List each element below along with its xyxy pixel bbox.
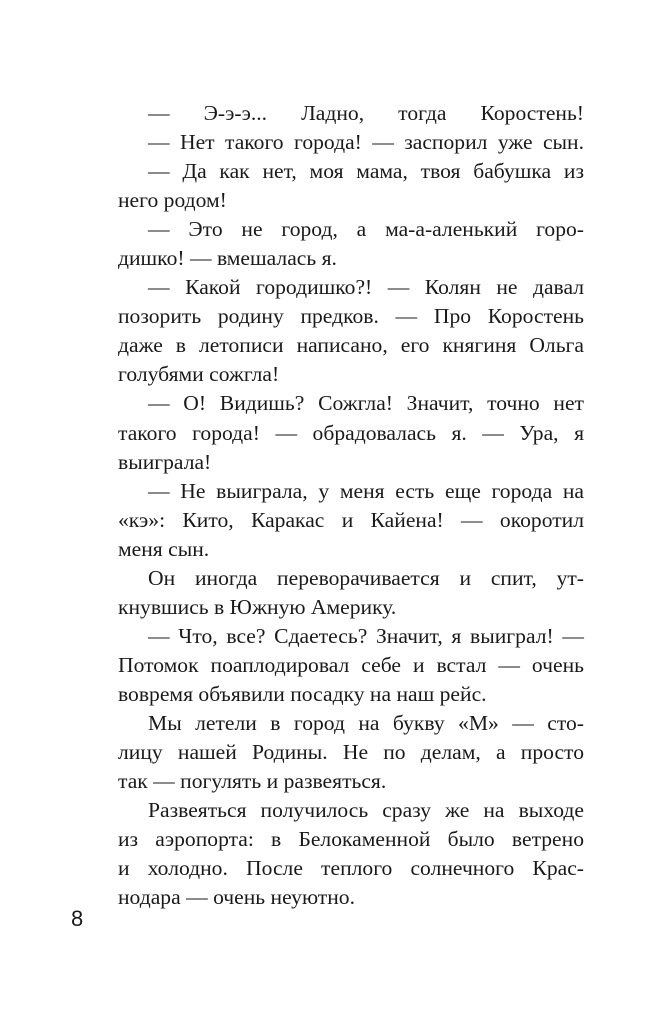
text-line: лицу нашей Родины. Не по делам, а просто bbox=[118, 740, 584, 765]
text-line: нодара — очень неуютно. bbox=[118, 885, 355, 910]
text-line: «кэ»: Кито, Каракас и Кайена! — окоротил bbox=[118, 507, 584, 532]
text-line: даже в летописи написано, его княгиня Ольга bbox=[118, 333, 584, 358]
text-line: него родом! bbox=[118, 188, 227, 213]
text-line: — Какой городишко?! — Колян не давал bbox=[148, 275, 584, 300]
text-line: — О! Видишь? Сожгла! Значит, точно нет bbox=[148, 391, 584, 416]
page-number: 8 bbox=[71, 906, 84, 931]
text-line: кнувшись в Южную Америку. bbox=[118, 594, 397, 619]
text-line: вовремя объявили посадку на наш рейс. bbox=[118, 681, 487, 706]
text-line: такого города! — обрадовалась я. — Ура, я bbox=[118, 420, 584, 445]
text-line: из аэропорта: в Белокаменной было ветрено bbox=[118, 827, 584, 852]
text-line: голубями сожгла! bbox=[118, 362, 280, 387]
text-line: Он иногда переворачивается и спит, ут- bbox=[148, 565, 584, 590]
text-line: Потомок поаплодировал себе и встал — очень bbox=[118, 652, 584, 677]
text-line: — Что, все? Сдаетесь? Значит, я выиграл! — bbox=[148, 623, 584, 648]
text-line: меня сын. bbox=[118, 536, 210, 561]
text-line: — Это не город, а ма-а-аленький горо- bbox=[148, 217, 584, 242]
text-line: — Не выиграла, у меня есть еще города на bbox=[148, 478, 584, 503]
text-line: — Нет такого города! — заспорил уже сын. bbox=[148, 130, 584, 155]
text-line: Развеяться получилось сразу же на выходе bbox=[148, 798, 584, 823]
text-line: Мы летели в город на букву «М» — сто- bbox=[148, 710, 584, 735]
text-line: так — погулять и развеяться. bbox=[118, 769, 387, 794]
text-line: дишко! — вмешалась я. bbox=[118, 246, 337, 271]
body-text bbox=[118, 99, 584, 912]
text-line: — Да как нет, моя мама, твоя бабушка из bbox=[148, 159, 584, 184]
text-line: — Э-э-э... Ладно, тогда Коростень! bbox=[148, 101, 584, 125]
text-line: выиграла! bbox=[118, 449, 212, 474]
text-line: позорить родину предков. — Про Коростень bbox=[118, 304, 584, 329]
text-line: и холодно. После теплого солнечного Крас- bbox=[118, 856, 584, 881]
